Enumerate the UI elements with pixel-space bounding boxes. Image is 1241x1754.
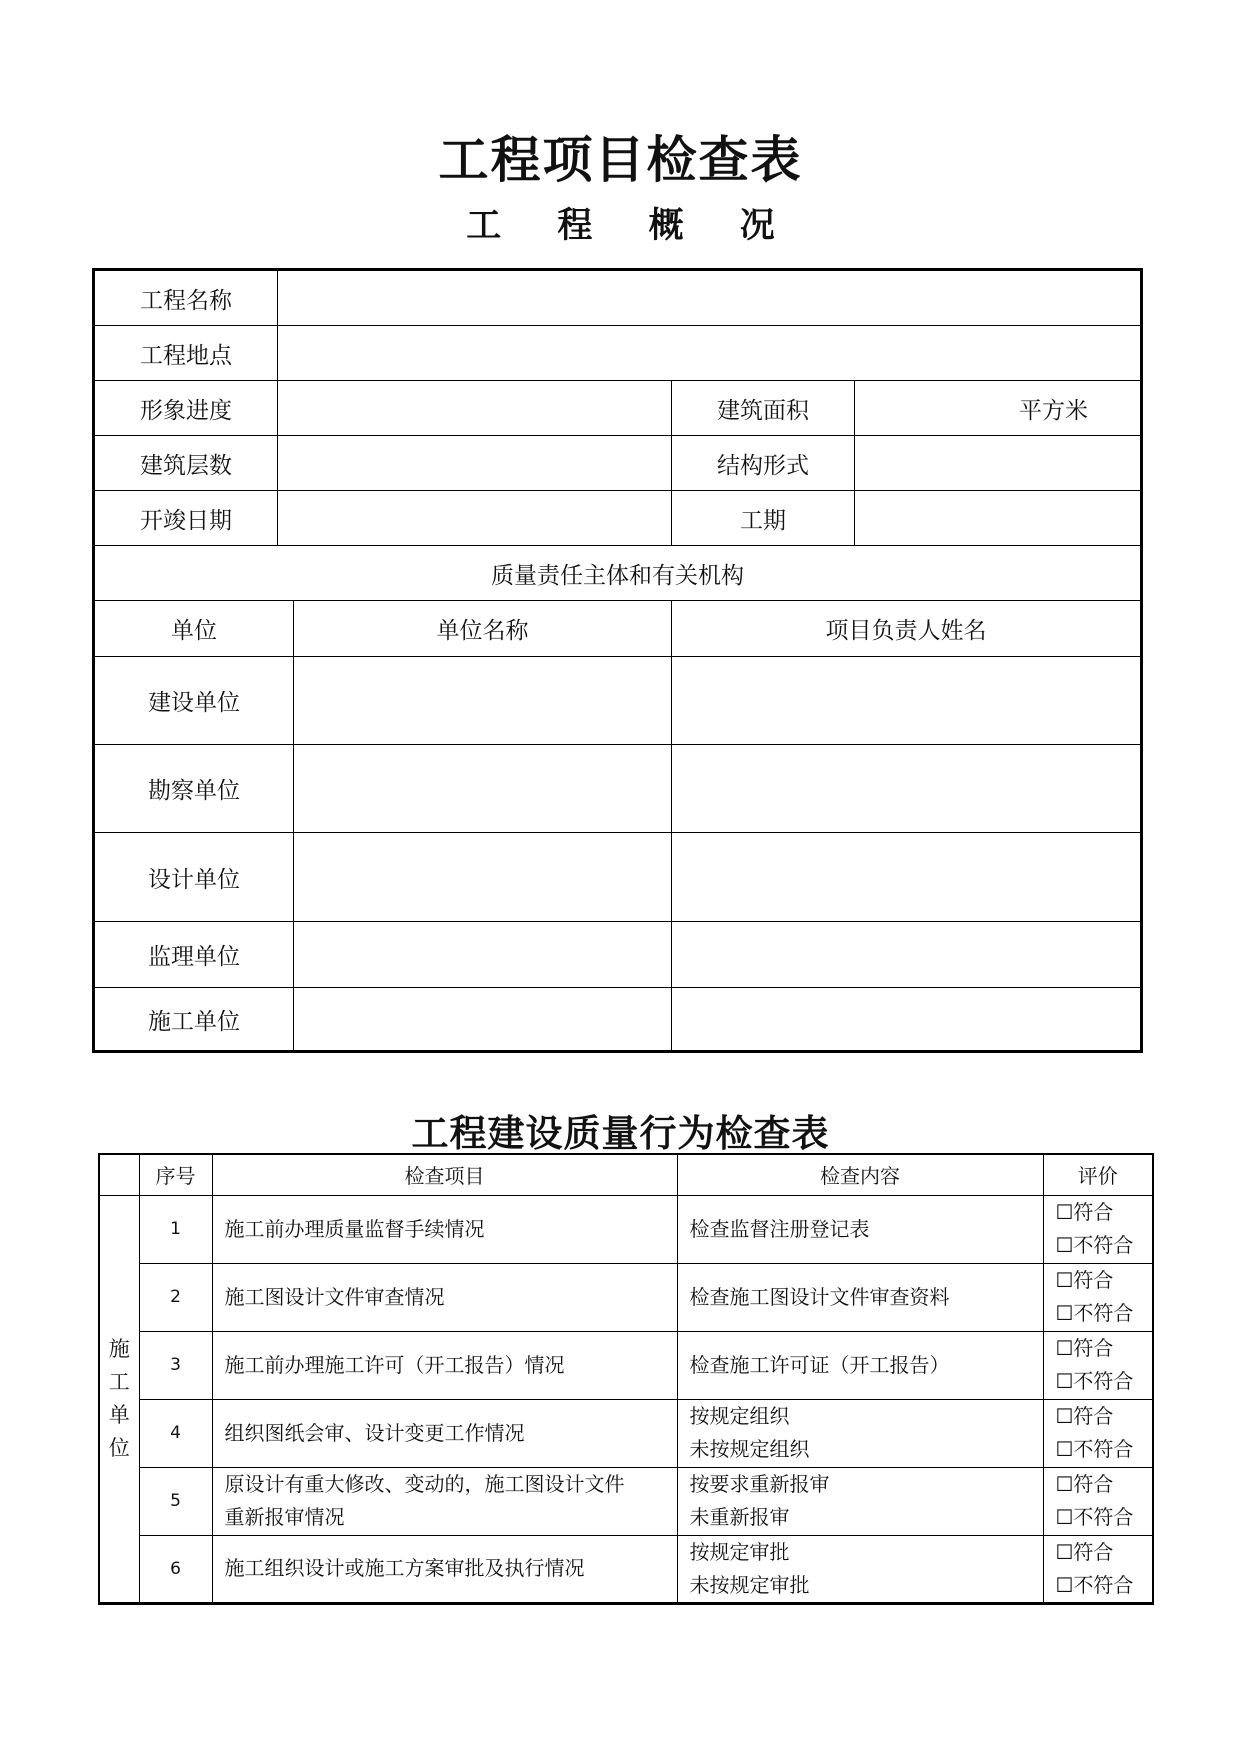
- group-label-char: 位: [108, 1435, 130, 1460]
- page-title: 工程项目检查表: [438, 131, 803, 189]
- group-label-char: 施: [108, 1336, 130, 1361]
- project-location-label: 工程地点: [94, 326, 278, 381]
- nonconform-checkbox[interactable]: ☐不符合: [1055, 1233, 1134, 1257]
- quality-check-table: [98, 1153, 1154, 1605]
- conform-checkbox[interactable]: ☐符合: [1055, 1472, 1114, 1496]
- group-label-contractor: [99, 1195, 139, 1603]
- unit-label: 建设单位: [94, 657, 294, 745]
- leader-name-field[interactable]: [672, 922, 1142, 988]
- structure-label: 结构形式: [672, 436, 855, 491]
- duration-field[interactable]: [855, 491, 1142, 546]
- group-label-char: 工: [108, 1369, 130, 1394]
- unit-label: 监理单位: [94, 922, 294, 988]
- nonconform-checkbox[interactable]: ☐不符合: [1055, 1572, 1134, 1597]
- area-unit: 平方米: [1019, 397, 1089, 424]
- floors-field[interactable]: [278, 436, 672, 491]
- header-item: 检查项目: [212, 1154, 677, 1195]
- area-field[interactable]: [855, 381, 1142, 436]
- conform-checkbox[interactable]: ☐符合: [1055, 1268, 1114, 1292]
- row-unit-construction: [94, 657, 1142, 745]
- leader-name-field[interactable]: [672, 833, 1142, 922]
- check-content: 按要求重新报审 未重新报审: [677, 1467, 1043, 1535]
- unit-label: 施工单位: [94, 988, 294, 1052]
- floors-label: 建筑层数: [94, 436, 278, 491]
- row-number: 5: [139, 1467, 212, 1535]
- row-section-title: [94, 546, 1142, 601]
- conform-checkbox[interactable]: ☐符合: [1055, 1336, 1114, 1360]
- section-subtitle: 工 程 概 况: [466, 206, 797, 246]
- leader-header: 项目负责人姓名: [672, 601, 1142, 657]
- evaluation-options[interactable]: [1043, 1263, 1153, 1331]
- group-label-char: 单: [108, 1402, 130, 1427]
- unit-name-field[interactable]: [294, 657, 672, 745]
- row-dates: [94, 491, 1142, 546]
- start-date-label: 开竣日期: [94, 491, 278, 546]
- header-content: 检查内容: [677, 1154, 1043, 1195]
- check-item: 施工前办理质量监督手续情况: [212, 1195, 677, 1263]
- project-name-field[interactable]: [278, 270, 1142, 326]
- unit-name-field[interactable]: [294, 833, 672, 922]
- check-content: 按规定组织 未按规定组织: [677, 1399, 1043, 1467]
- evaluation-options[interactable]: [1043, 1399, 1153, 1467]
- leader-name-field[interactable]: [672, 745, 1142, 833]
- project-location-field[interactable]: [278, 326, 1142, 381]
- row-progress: [94, 381, 1142, 436]
- nonconform-checkbox[interactable]: ☐不符合: [1055, 1301, 1134, 1325]
- row-unit-contractor: [94, 988, 1142, 1052]
- check-item: 组织图纸会审、设计变更工作情况: [212, 1399, 677, 1467]
- leader-name-field[interactable]: [672, 988, 1142, 1052]
- row-project-location: [94, 326, 1142, 381]
- evaluation-options[interactable]: [1043, 1467, 1153, 1535]
- evaluation-options[interactable]: [1043, 1195, 1153, 1263]
- unit-name-field[interactable]: [294, 922, 672, 988]
- conform-checkbox[interactable]: ☐符合: [1055, 1539, 1114, 1564]
- table-row: [99, 1195, 1153, 1263]
- conform-checkbox[interactable]: ☐符合: [1055, 1404, 1114, 1428]
- nonconform-checkbox[interactable]: ☐不符合: [1055, 1369, 1134, 1393]
- structure-field[interactable]: [855, 436, 1142, 491]
- check-item: 施工组织设计或施工方案审批及执行情况: [212, 1535, 677, 1603]
- row-number: 1: [139, 1195, 212, 1263]
- duration-label: 工期: [672, 491, 855, 546]
- check-item: 施工前办理施工许可（开工报告）情况: [212, 1331, 677, 1399]
- check-item: 施工图设计文件审查情况: [212, 1263, 677, 1331]
- check-content: 检查施工许可证（开工报告）: [677, 1331, 1043, 1399]
- header-no: 序号: [139, 1154, 212, 1195]
- table-row: [99, 1467, 1153, 1535]
- check-content: 检查监督注册登记表: [677, 1195, 1043, 1263]
- check-content: 按规定审批 未按规定审批: [677, 1535, 1043, 1603]
- row-unit-headers: [94, 601, 1142, 657]
- project-name-label: 工程名称: [94, 270, 278, 326]
- progress-label: 形象进度: [94, 381, 278, 436]
- unit-label: 勘察单位: [94, 745, 294, 833]
- header-eval: 评价: [1043, 1154, 1153, 1195]
- responsibility-section-title: 质量责任主体和有关机构: [94, 546, 1142, 601]
- evaluation-options[interactable]: [1043, 1331, 1153, 1399]
- nonconform-checkbox[interactable]: ☐不符合: [1055, 1505, 1134, 1529]
- row-unit-supervision: [94, 922, 1142, 988]
- row-number: 6: [139, 1535, 212, 1603]
- progress-field[interactable]: [278, 381, 672, 436]
- check-table-title: 工程建设质量行为检查表: [411, 1112, 830, 1155]
- nonconform-checkbox[interactable]: ☐不符合: [1055, 1437, 1134, 1461]
- leader-name-field[interactable]: [672, 657, 1142, 745]
- unit-name-header: 单位名称: [294, 601, 672, 657]
- check-header-row: [99, 1154, 1153, 1195]
- row-number: 4: [139, 1399, 212, 1467]
- start-date-field[interactable]: [278, 491, 672, 546]
- area-label: 建筑面积: [672, 381, 855, 436]
- overview-table: [92, 268, 1143, 1053]
- check-item: 原设计有重大修改、变动的，施工图设计文件 重新报审情况: [212, 1467, 677, 1535]
- unit-name-field[interactable]: [294, 988, 672, 1052]
- row-unit-survey: [94, 745, 1142, 833]
- unit-label: 设计单位: [94, 833, 294, 922]
- row-project-name: [94, 270, 1142, 326]
- row-floors: [94, 436, 1142, 491]
- unit-name-field[interactable]: [294, 745, 672, 833]
- table-row: [99, 1331, 1153, 1399]
- conform-checkbox[interactable]: ☐符合: [1055, 1200, 1114, 1224]
- table-row: [99, 1263, 1153, 1331]
- table-row: [99, 1535, 1153, 1603]
- table-row: [99, 1399, 1153, 1467]
- row-number: 2: [139, 1263, 212, 1331]
- evaluation-options[interactable]: [1043, 1535, 1153, 1603]
- unit-header: 单位: [94, 601, 294, 657]
- check-content: 检查施工图设计文件审查资料: [677, 1263, 1043, 1331]
- group-header-cell: [99, 1154, 139, 1195]
- row-unit-design: [94, 833, 1142, 922]
- row-number: 3: [139, 1331, 212, 1399]
